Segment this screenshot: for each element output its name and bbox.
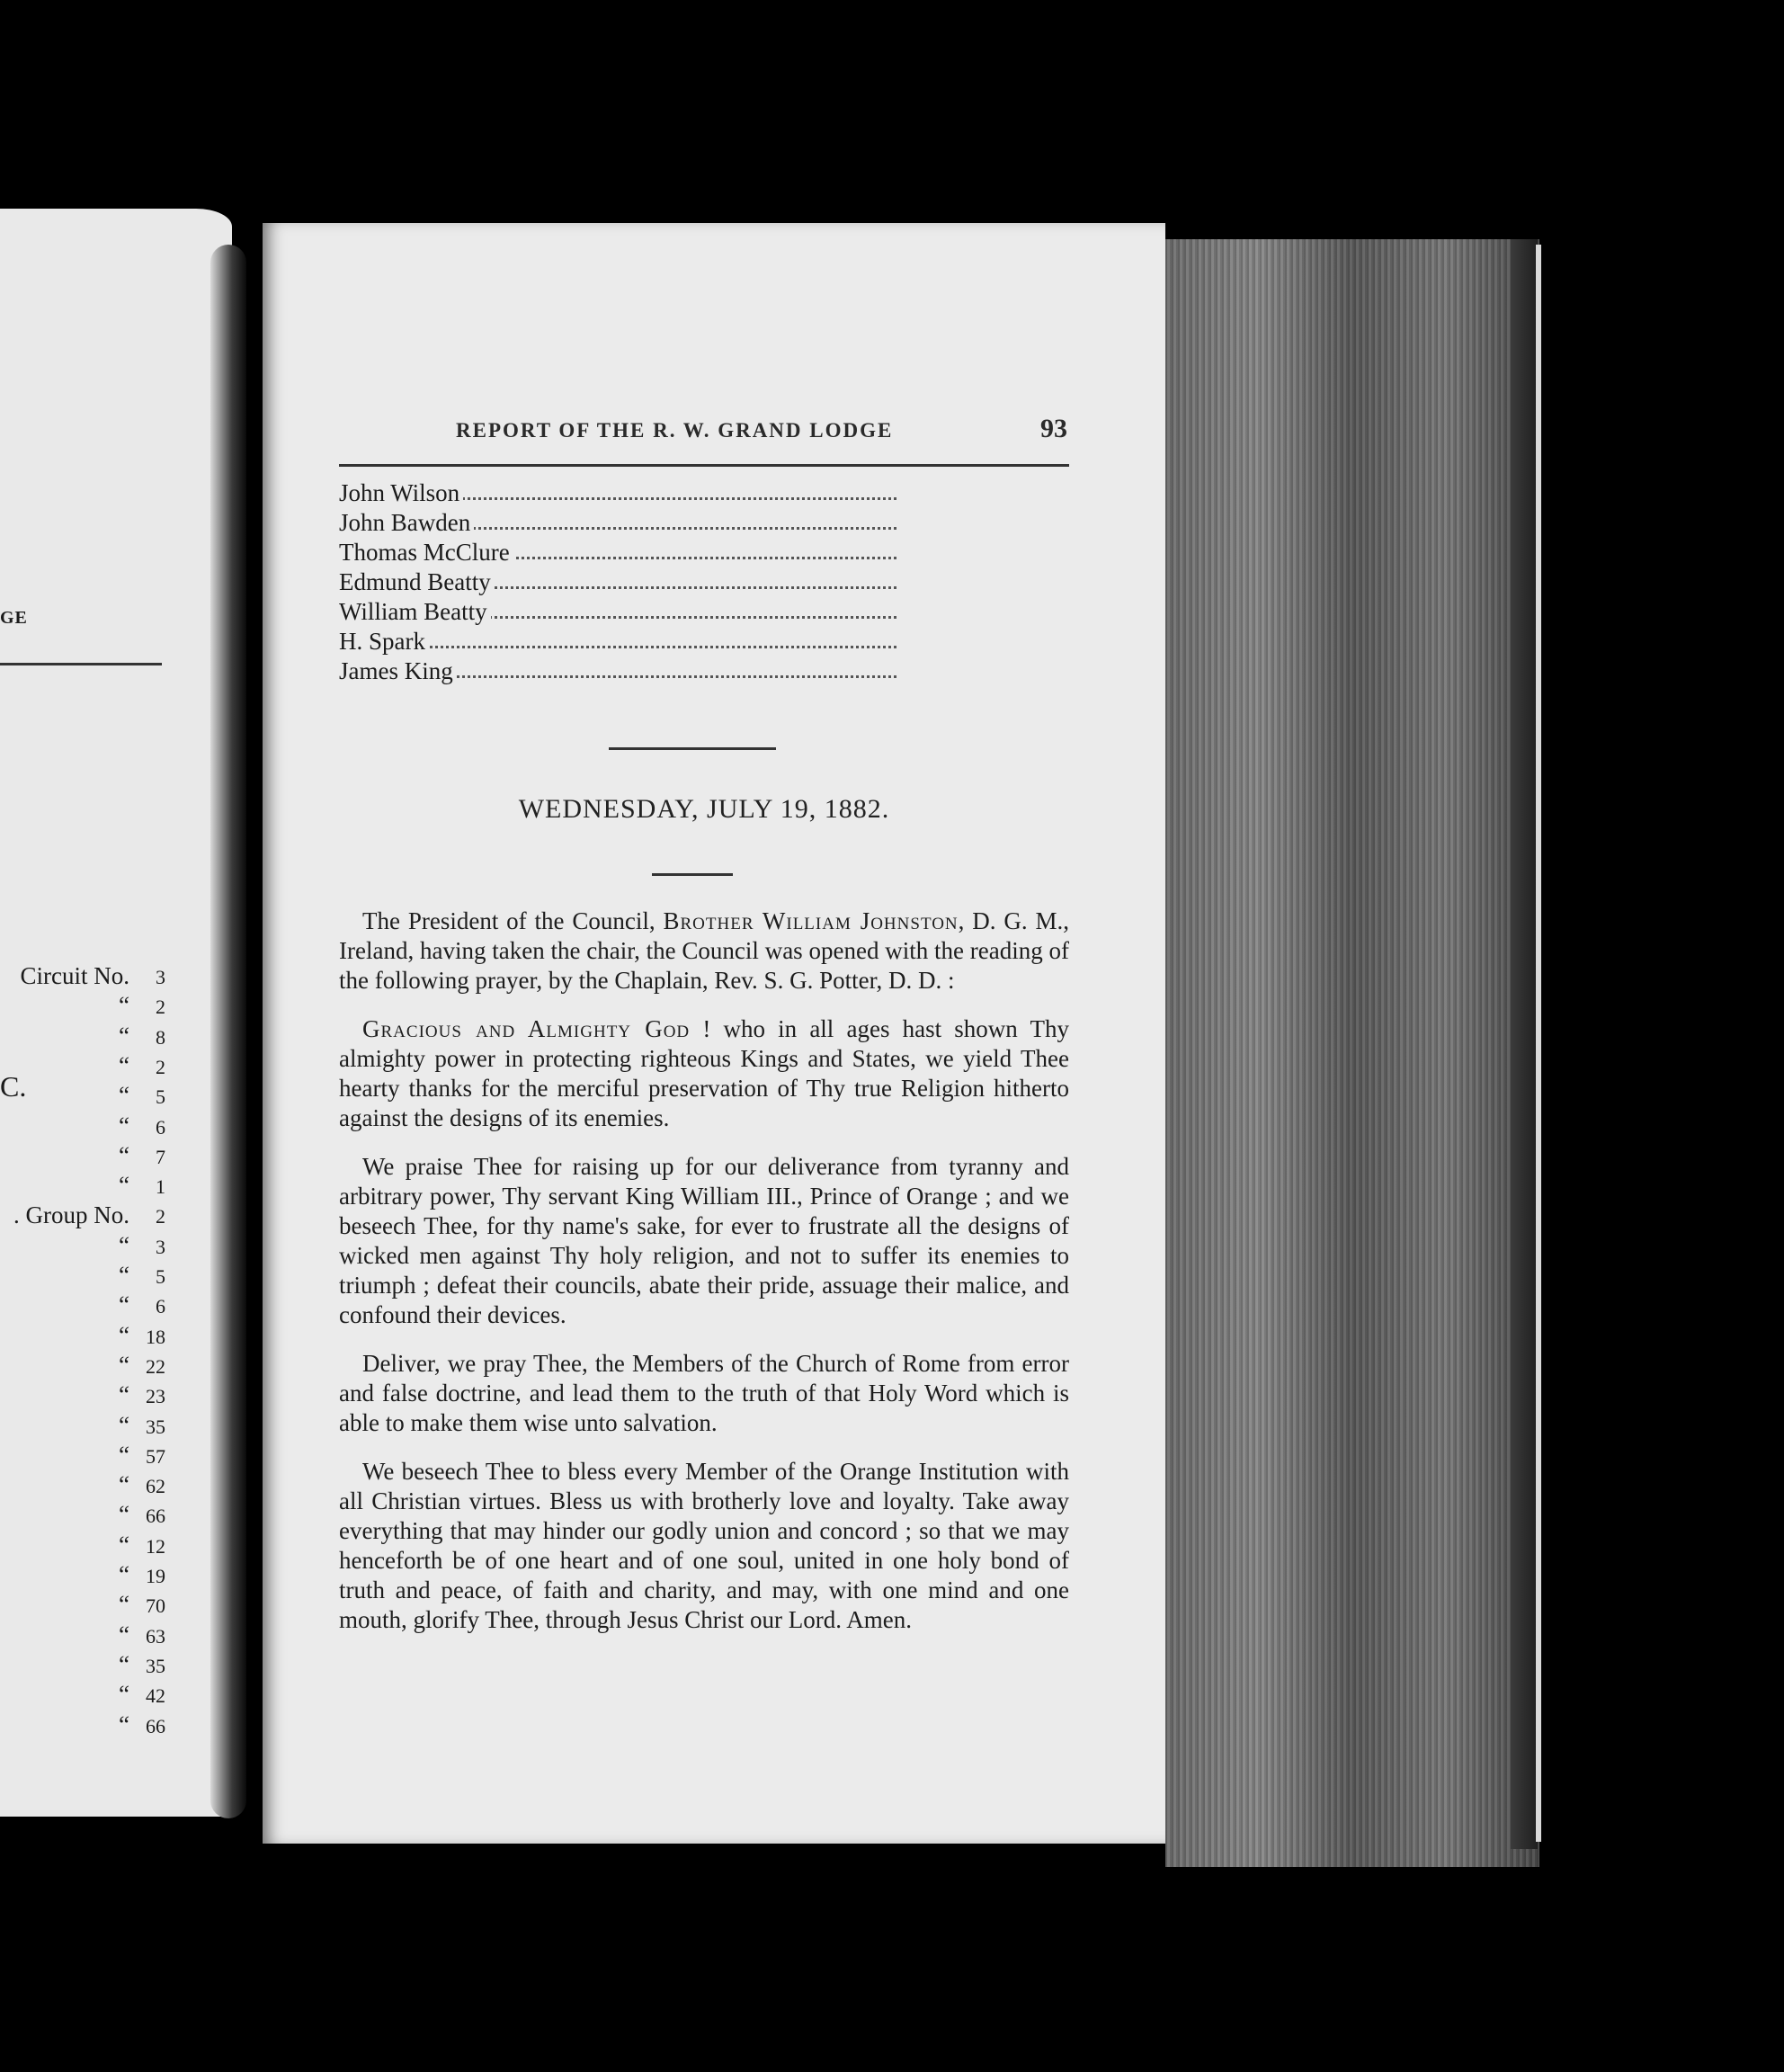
left-list-number: 62 [146,1475,165,1498]
left-list-number: 23 [146,1385,165,1408]
paragraph: We praise Thee for raising up for our deliverance from tyranny and arbitrary power, Thy servant King William III., Prince of Orange ; and we beseech Thee, for thy name's sake, for ever to frustrate all the designs of wicked men against Thy holy religion, and not to suffer its enemies to triumph ; defeat their councils, abate their pride, assuage their malice, and confound their devices. [339,1153,1069,1328]
left-list-row [0,1561,171,1592]
left-list-label: “ [119,1501,129,1529]
left-list-label: “ [119,1231,129,1259]
left-list-label: “ [119,1591,129,1619]
section-divider [609,747,776,750]
left-page-header-fragment: GE [0,608,28,628]
left-list-label: “ [119,1471,129,1499]
running-header [456,414,1067,450]
paragraph: The President of the Council, Brother William Johnston, D. G. M., Ireland, having taken the chair, the Council was opened with the reading of the following prayer, by the Chaplain, Rev. S. G. Potter, D. D. : [339,907,1069,994]
paragraph: Gracious and Almighty God ! who in all ages hast shown Thy almighty power in protecting righteous Kings and States, we yield Thee hearty thanks for the merciful preservation of Thy true Religion hitherto against the designs of its enemies. [339,1015,1069,1131]
left-list-number: 18 [146,1325,165,1348]
roll-entry: William Beatty [339,597,896,627]
left-list-label: “ [119,1531,129,1558]
book-gutter [210,245,246,1818]
left-list-number: 8 [156,1025,165,1049]
left-list-row [0,1023,171,1053]
right-page [263,223,1165,1844]
left-list-label: . Group No. [13,1201,129,1229]
left-list-label: “ [119,1172,129,1200]
left-list-number: 6 [156,1115,165,1139]
roll-entry: H. Spark [339,627,896,656]
left-list-label: “ [119,1681,129,1709]
left-list-row [0,1142,171,1173]
left-list-label: “ [119,1441,129,1469]
left-list-row [0,1651,171,1682]
roll-entry: Thomas McClure [339,538,896,567]
left-list-number: 6 [156,1295,165,1318]
left-list-number: 7 [156,1145,165,1168]
left-list-number: 5 [156,1265,165,1288]
left-list-label: “ [119,1022,129,1049]
left-list-row [0,1112,171,1143]
left-list-number: 66 [146,1505,165,1528]
left-list-number: 1 [156,1175,165,1199]
left-page-section-fragment: C. [0,1070,27,1103]
left-list-row [0,1232,171,1263]
left-list-label: “ [119,1112,129,1139]
roll-entry: John Bawden [339,508,896,538]
left-list-label: “ [119,1051,129,1079]
left-list-label: “ [119,1561,129,1588]
left-list-label: “ [119,1082,129,1110]
left-list-number: 35 [146,1415,165,1438]
left-list-number: 3 [156,1235,165,1258]
roll-entry: Edmund Beatty [339,567,896,597]
left-list-number: 2 [156,1205,165,1228]
left-list-label: “ [119,1262,129,1289]
left-list-row [0,1381,171,1412]
roll-entry: James King [339,656,896,686]
left-list-label: “ [119,1710,129,1738]
left-list-number: 5 [156,1085,165,1109]
left-list-row [0,962,171,993]
left-list-row [0,1201,171,1232]
left-list-label: “ [119,1650,129,1678]
paragraph: We beseech Thee to bless every Member of the Orange Institution with all Christian virtues. Bless us with brotherly love and loyalty. Take away everything that may hinder our godly union and concord ; so that we may henceforth be of one heart and of one soul, united in one holy bond of truth and peace, of faith and charity, and may, with one mind and one mouth, glorify Thee, through Jesus Christ our Lord. Amen. [339,1458,1069,1633]
cover-board [1511,239,1538,1849]
member-roll [339,478,896,686]
left-list-label: “ [119,1351,129,1379]
left-list-label: Circuit No. [20,962,129,989]
header-rule [339,464,1069,467]
left-list-number: 42 [146,1684,165,1708]
left-list-row [0,1681,171,1711]
left-list-row [0,1532,171,1562]
left-list-row [0,1352,171,1382]
running-title: REPORT OF THE R. W. GRAND LODGE [456,419,894,442]
left-list-row [0,1082,171,1112]
left-list-label: “ [119,992,129,1020]
left-list-label: “ [119,1411,129,1439]
left-list-label: “ [119,1141,129,1169]
left-list-row [0,1591,171,1621]
left-list-number: 57 [146,1444,165,1468]
left-list-number: 63 [146,1624,165,1648]
left-list-number: 2 [156,996,165,1019]
paragraph: Deliver, we pray Thee, the Members of the Church of Rome from error and false doctrine, and lead them to the truth of that Holy Word which is able to make them wise unto salvation. [339,1350,1069,1436]
prayer-text [339,906,1069,1654]
left-list-number: 19 [146,1565,165,1587]
left-list-row [0,1442,171,1472]
left-list-label: “ [119,1381,129,1409]
left-list-row [0,1501,171,1532]
left-list-number: 35 [146,1654,165,1677]
left-list-row [0,1322,171,1353]
left-list-number: 12 [146,1534,165,1558]
left-list-number: 22 [146,1354,165,1378]
left-list-number: 3 [156,966,165,988]
left-list-label: “ [119,1291,129,1319]
left-list-row [0,1291,171,1322]
left-list-row [0,1471,171,1502]
left-page-header-rule [0,663,162,665]
cover-edge [1536,245,1541,1842]
left-list-row [0,1621,171,1652]
page-block-edge [1165,239,1539,1867]
left-list-row [0,992,171,1023]
heading-divider [652,873,733,876]
left-list-number: 2 [156,1055,165,1078]
left-list-row [0,1412,171,1442]
left-list-row [0,1711,171,1742]
left-list-row [0,1052,171,1083]
left-list-row [0,1172,171,1202]
date-heading: WEDNESDAY, JULY 19, 1882. [518,794,890,824]
left-list-row [0,1262,171,1292]
page-number: 93 [1040,414,1067,443]
left-list-number: 70 [146,1594,165,1618]
roll-entry: John Wilson [339,478,896,508]
left-list-number: 66 [146,1714,165,1737]
left-list-label: “ [119,1321,129,1349]
left-list-label: “ [119,1621,129,1648]
left-facing-page [0,209,232,1817]
